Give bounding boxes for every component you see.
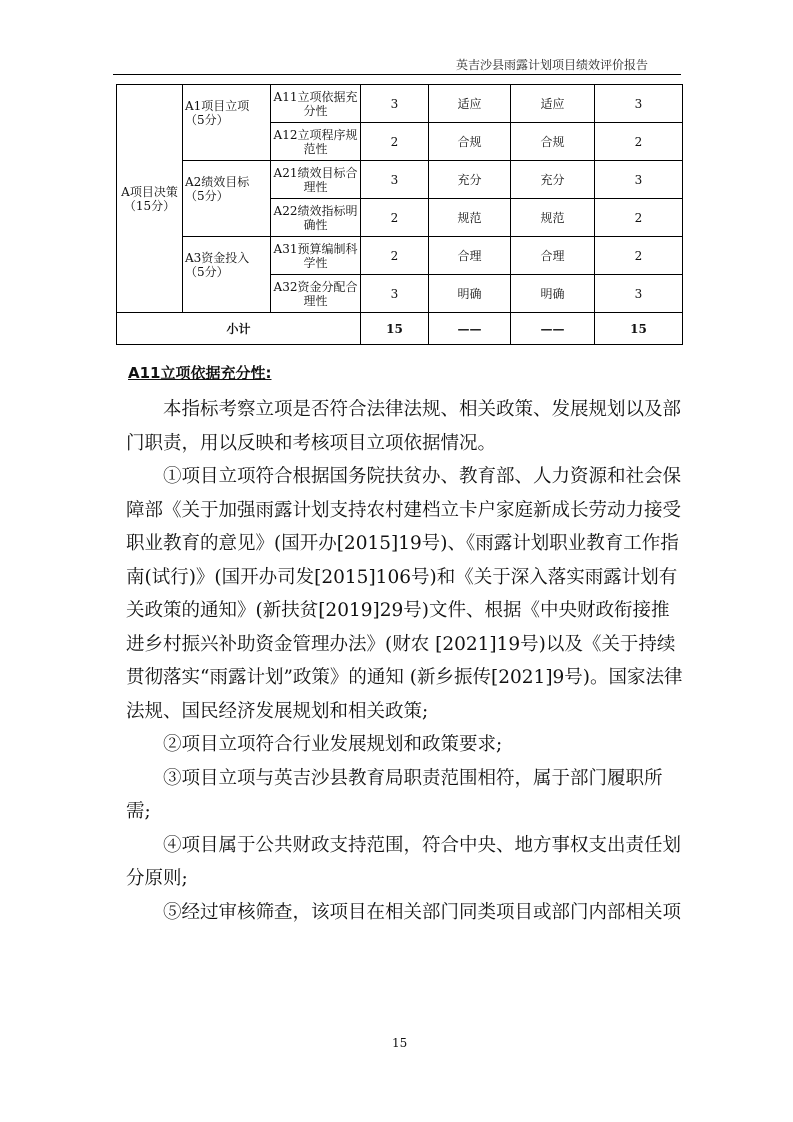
score-table — [116, 84, 683, 345]
paragraph: ⑤经过审核筛查，该项目在相关部门同类项目或部门内部相关项 — [163, 901, 682, 923]
score-cell: 3 — [361, 85, 429, 123]
subtotal-score: 15 — [361, 313, 429, 345]
indicator-cell: A22绩效指标明确性 — [271, 199, 361, 237]
actual-cell: 规范 — [511, 199, 595, 237]
indicator-cell: A32资金分配合理性 — [271, 275, 361, 313]
got-cell: 3 — [595, 85, 683, 123]
table-row — [117, 237, 683, 275]
score-cell: 3 — [361, 275, 429, 313]
got-cell: 2 — [595, 123, 683, 161]
paragraph: ②项目立项符合行业发展规划和政策要求; — [163, 734, 503, 755]
standard-cell: 明确 — [429, 275, 511, 313]
indicator-cell: A11立项依据充分性 — [271, 85, 361, 123]
standard-cell: 合理 — [429, 237, 511, 275]
actual-cell: 合规 — [511, 123, 595, 161]
page-number: 15 — [392, 1036, 408, 1050]
paragraph: ④项目属于公共财政支持范围，符合中央、地方事权支出责任划分原则; — [126, 834, 682, 889]
got-cell: 2 — [595, 199, 683, 237]
indicator-cell: A21绩效目标合理性 — [271, 161, 361, 199]
got-cell: 2 — [595, 237, 683, 275]
score-cell: 2 — [361, 123, 429, 161]
got-cell: 3 — [595, 275, 683, 313]
indicator-cell: A31预算编制科学性 — [271, 237, 361, 275]
body-text — [126, 393, 686, 929]
section-heading: A11立项依据充分性: — [128, 364, 272, 382]
actual-cell: 充分 — [511, 161, 595, 199]
score-cell: 2 — [361, 199, 429, 237]
subtotal-got: 15 — [595, 313, 683, 345]
level2-cell: A3资金投入（5分） — [183, 237, 271, 313]
level2-cell: A2绩效目标（5分） — [183, 161, 271, 237]
header-rule — [113, 74, 681, 75]
subtotal-standard: —— — [429, 313, 511, 345]
subtotal-label: 小计 — [117, 313, 361, 345]
table-row — [117, 85, 683, 123]
page-header-title: 英吉沙县雨露计划项目绩效评价报告 — [456, 58, 649, 72]
actual-cell: 明确 — [511, 275, 595, 313]
standard-cell: 规范 — [429, 199, 511, 237]
actual-cell: 合理 — [511, 237, 595, 275]
score-cell: 2 — [361, 237, 429, 275]
table-row — [117, 161, 683, 199]
standard-cell: 充分 — [429, 161, 511, 199]
indicator-cell: A12立项程序规范性 — [271, 123, 361, 161]
level2-cell: A1项目立项（5分） — [183, 85, 271, 161]
subtotal-actual: —— — [511, 313, 595, 345]
subtotal-row — [117, 313, 683, 345]
actual-cell: 适应 — [511, 85, 595, 123]
got-cell: 3 — [595, 161, 683, 199]
level1-cell: A项目决策（15分） — [117, 85, 183, 313]
paragraph: 本指标考察立项是否符合法律法规、相关政策、发展规划以及部门职责，用以反映和考核项目立项依据情况。 — [126, 399, 682, 454]
paragraph: ③项目立项与英吉沙县教育局职责范围相符，属于部门履职所需; — [126, 767, 663, 822]
standard-cell: 适应 — [429, 85, 511, 123]
standard-cell: 合规 — [429, 123, 511, 161]
paragraph: ①项目立项符合根据国务院扶贫办、教育部、人力资源和社会保障部《关于加强雨露计划支持农村建档立卡户家庭新成长劳动力接受职业教育的意见》(国开办[2015]19号)、《雨露计划职业教育工作指南(试行)》(国开办司发[2015]106号)和《关于深入落实雨露计划有关政策的通知》(新扶贫[2019]29号)文件、根据《中央财政衔接推进乡村振兴补助资金管理办法》(财农 [2021]19号)以及《关于持续贯彻落实“雨露计划”政策》的通知 (新乡振传[2021]9号)。国家法律法规、国民经济发展规划和相关政策; — [126, 466, 683, 722]
score-cell: 3 — [361, 161, 429, 199]
